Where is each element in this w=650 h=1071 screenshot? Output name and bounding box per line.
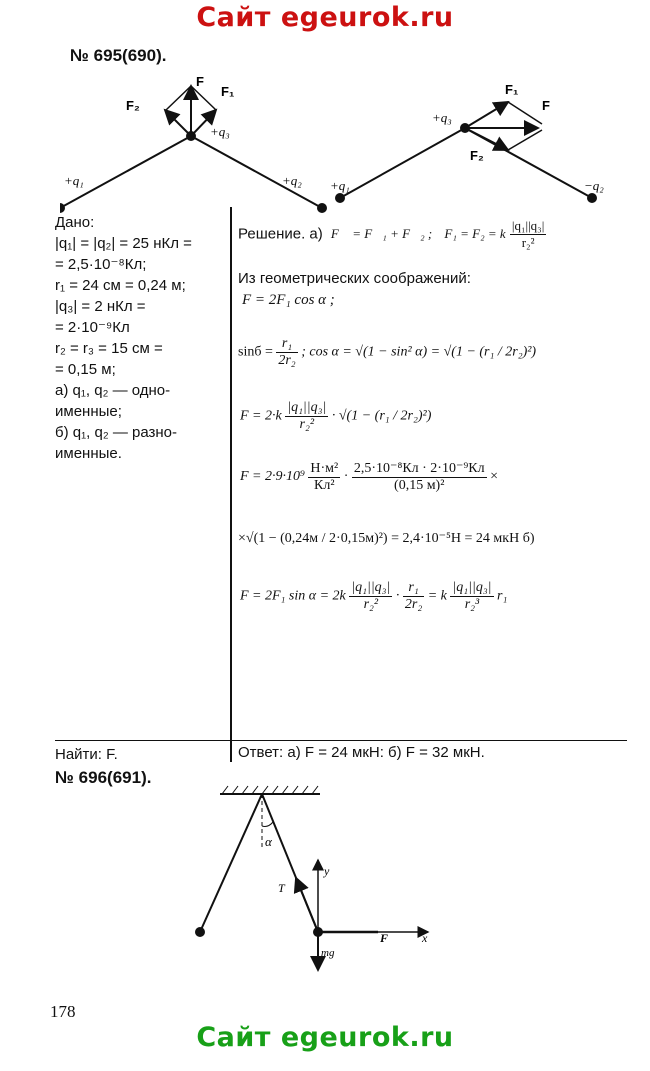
label-q2: +q₂ — [282, 173, 302, 188]
label-x: x — [422, 931, 428, 945]
eq-F-result: ×√(1 − (0,24м / 2·0,15м)²) = 2,4·10⁻⁵Н = 24 мкН б) — [238, 531, 535, 546]
given-line: = 2,5·10⁻⁸Кл; — [55, 256, 147, 273]
page-number: 178 — [50, 1002, 76, 1021]
label-F2: F₂ — [470, 148, 484, 163]
problem-695-number: № 695(690). — [70, 46, 167, 65]
label-F: F — [542, 98, 550, 113]
solution-header: Решение. а) — [238, 225, 323, 243]
force-diagram-like-charges — [60, 70, 340, 220]
label-T: T — [278, 881, 285, 895]
label-F: F — [380, 931, 389, 945]
geometry-note: Из геометрических соображений: — [238, 270, 471, 287]
label-alpha: α — [265, 834, 272, 849]
given-line: |q₁| = |q₂| = 25 нКл = — [55, 235, 192, 252]
label-q2: −q₂ — [584, 178, 604, 193]
given-line: именные. — [55, 445, 122, 462]
given-line: = 2·10⁻⁹Кл — [55, 319, 130, 336]
find-label: Найти: F. — [55, 746, 118, 763]
site-banner-top[interactable]: Сайт egeurok.ru — [196, 2, 454, 33]
find-divider — [55, 740, 627, 741]
label-mg: mg — [321, 947, 335, 959]
label-F1: F₁ — [221, 84, 235, 99]
site-banner-bottom[interactable]: Сайт egeurok.ru — [196, 1022, 454, 1053]
label-F1: F₁ — [505, 82, 519, 97]
label-F: F — [196, 74, 204, 89]
eq-F-full: F = 2·k $\frac{\text{|q₁||q₃|}}{\text{r₂²}}$ · √(1 − (r₁ / 2r₂)²) — [240, 400, 432, 432]
eq-F-cos: F = 2F₁ cos α ; — [242, 292, 335, 308]
solution-header-line — [238, 218, 546, 251]
answer-line: Ответ: а) F = 24 мкН: б) F = 32 мкН. — [238, 744, 485, 761]
pendulum-diagram — [180, 780, 460, 980]
label-q1: +q₁ — [64, 173, 84, 188]
eq-sin-cos-line: sinб = $\frac{\text{r₁}}{\text{2r₂}}$ ; cos α = √(1 − sin² α) = √(1 − (r₁ / 2r₂)²) — [238, 336, 537, 368]
given-line: именные; — [55, 403, 122, 420]
eq-vector-sum: F⃗ = F⃗₁ + F⃗₂ ; — [330, 226, 433, 242]
label-y: y — [324, 864, 330, 878]
force-diagram-unlike-charges — [330, 80, 620, 210]
given-line: r₂ = r₃ = 15 см = — [55, 340, 163, 357]
given-block — [55, 212, 230, 464]
problem-696-number: № 696(691). — [55, 768, 152, 787]
eq-F-sin: F = 2F₁ sin α = 2k $\frac{\text{|q₁||q₃|}}{\text{r₂²}}$ · $\frac{\text{r₁}}{\text{2r₂}}$ = k $\frac{\text{|q₁||q₃|}}{\text{r₂³}}$ r₁ — [240, 580, 508, 612]
label-F2: F₂ — [126, 98, 140, 113]
given-line: = 0,15 м; — [55, 361, 116, 378]
given-line: б) q₁, q₂ — разно- — [55, 424, 178, 441]
eq-coulomb-left: F₁ = F₂ = k — [444, 226, 506, 242]
given-line: r₁ = 24 см = 0,24 м; — [55, 277, 186, 294]
label-q1: +q₁ — [330, 178, 350, 193]
given-title: Дано: — [55, 214, 95, 231]
given-line: а) q₁, q₂ — одно- — [55, 382, 171, 399]
given-line: |q₃| = 2 нКл = — [55, 298, 146, 315]
eq-coulomb-fraction: $\frac{\text{|q₁||q₃|}}{\text{r₂²}}$ — [511, 218, 545, 250]
given-solution-divider — [230, 207, 232, 762]
eq-F-numeric: F = 2·9·10⁹ $\frac{\text{Н·м²}}{\text{Кл²}}$ · $\frac{\text{2,5·10⁻⁸Кл · 2·10⁻⁹Кл}}{\text{(0,15 м)²}}$ × — [240, 460, 498, 493]
label-q3: +q₃ — [210, 124, 230, 139]
label-q3: +q₃ — [432, 110, 452, 125]
